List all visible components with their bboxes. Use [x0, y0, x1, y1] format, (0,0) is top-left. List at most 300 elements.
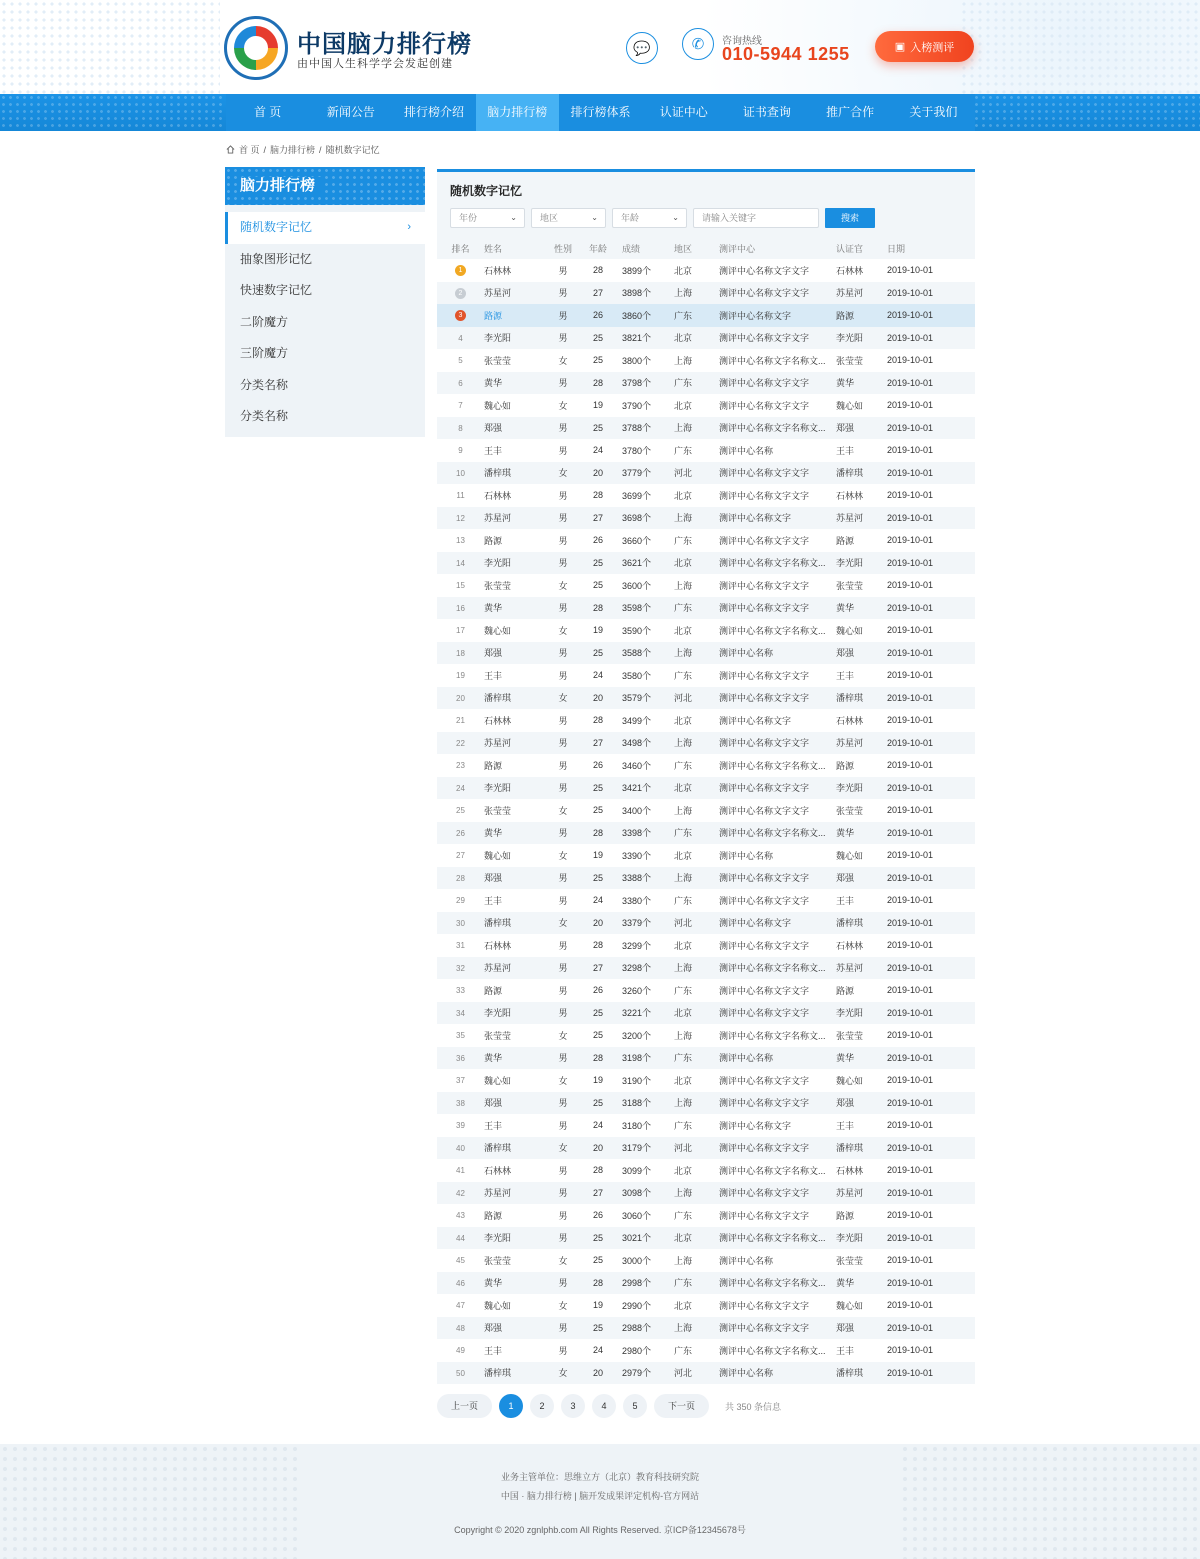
table-cell: 2019-10-01 — [886, 957, 975, 980]
table-cell — [437, 979, 484, 1002]
table-cell: 男 — [546, 529, 580, 552]
table-row[interactable] — [437, 1047, 975, 1070]
table-cell: 测评中心名称 — [715, 439, 836, 462]
table-row[interactable] — [437, 1227, 975, 1250]
rank-number: 25 — [456, 806, 465, 816]
region-select[interactable]: 地区 ⌄ — [531, 208, 606, 228]
rank-number: 7 — [458, 401, 463, 411]
panel-title: 随机数字记忆 — [450, 184, 523, 198]
rank-number: 12 — [456, 513, 465, 523]
nav-item[interactable]: 首 页 — [253, 105, 282, 119]
sidebar-item[interactable] — [225, 307, 425, 339]
table-cell: 黄华 — [484, 1272, 546, 1295]
rank-number: 33 — [456, 986, 465, 996]
table-cell: 3380个 — [616, 889, 668, 912]
page-button[interactable]: 5 — [623, 1394, 647, 1418]
table-cell: 27 — [580, 282, 616, 305]
table-cell — [437, 709, 484, 732]
table-cell: 测评中心名称 — [715, 1047, 836, 1070]
table-cell: 李光阳 — [836, 552, 886, 575]
table-cell: 上海 — [668, 799, 715, 822]
table-cell: 28 — [580, 484, 616, 507]
age-select[interactable]: 年龄 ⌄ — [612, 208, 687, 228]
table-cell: 男 — [546, 709, 580, 732]
eval-button[interactable] — [875, 31, 974, 62]
breadcrumb-ranking[interactable]: 脑力排行榜 — [270, 145, 316, 155]
table-cell: 测评中心名称文字文字 — [715, 777, 836, 800]
table-cell: 北京 — [668, 844, 715, 867]
table-cell: 黄华 — [484, 372, 546, 395]
table-cell — [437, 529, 484, 552]
table-cell: 测评中心名称文字名称文... — [715, 417, 836, 440]
table-cell: 潘梓琪 — [484, 912, 546, 935]
table-cell — [437, 1249, 484, 1272]
table-cell: 黄华 — [836, 822, 886, 845]
table-cell: 28 — [580, 259, 616, 282]
table-cell: 26 — [580, 979, 616, 1002]
table-cell: 24 — [580, 439, 616, 462]
table-cell: 石林林 — [484, 484, 546, 507]
table-cell: 男 — [546, 417, 580, 440]
sidebar-item[interactable] — [225, 401, 425, 433]
table-cell — [437, 912, 484, 935]
table-cell: 3790个 — [616, 394, 668, 417]
rank-number: 14 — [456, 558, 465, 568]
table-cell: 2019-10-01 — [886, 1317, 975, 1340]
table-row[interactable] — [437, 1294, 975, 1317]
table-cell: 苏星河 — [484, 282, 546, 305]
table-cell: 3188个 — [616, 1092, 668, 1115]
hotline-number: 010-5944 1255 — [722, 44, 850, 64]
table-row[interactable] — [437, 394, 975, 417]
table-cell: 男 — [546, 259, 580, 282]
table-cell: 26 — [580, 754, 616, 777]
table-cell: 25 — [580, 327, 616, 350]
table-cell: 测评中心名称文字文字 — [715, 574, 836, 597]
table-row[interactable] — [437, 327, 975, 350]
nav-item[interactable]: 关于我们 — [909, 105, 958, 119]
site-header — [0, 0, 1200, 94]
nav-bar — [226, 94, 975, 131]
table-cell — [437, 439, 484, 462]
nav-item[interactable]: 排行榜体系 — [570, 105, 631, 119]
table-row[interactable] — [437, 1339, 975, 1362]
table-cell — [437, 282, 484, 305]
table-cell — [437, 957, 484, 980]
table-row[interactable] — [437, 462, 975, 485]
table-cell: 女 — [546, 1362, 580, 1385]
table-cell: 男 — [546, 1002, 580, 1025]
table-row[interactable] — [437, 1092, 975, 1115]
table-cell — [437, 754, 484, 777]
table-cell: 3000个 — [616, 1249, 668, 1272]
rank-number: 49 — [456, 1346, 465, 1356]
table-cell: 路源 — [836, 754, 886, 777]
table-cell: 北京 — [668, 777, 715, 800]
table-cell: 上海 — [668, 642, 715, 665]
table-cell: 25 — [580, 642, 616, 665]
table-cell: 26 — [580, 529, 616, 552]
ranking-panel — [437, 169, 975, 1381]
table-cell: 北京 — [668, 1002, 715, 1025]
table-cell: 测评中心名称文字文字 — [715, 979, 836, 1002]
table-cell: 潘梓琪 — [836, 912, 886, 935]
table-cell: 2019-10-01 — [886, 822, 975, 845]
rank-number: 29 — [456, 896, 465, 906]
table-cell: 24 — [580, 664, 616, 687]
table-cell: 2019-10-01 — [886, 484, 975, 507]
sidebar-item[interactable] — [225, 275, 425, 307]
table-cell: 19 — [580, 394, 616, 417]
table-cell: 郑强 — [836, 1317, 886, 1340]
table-cell: 3499个 — [616, 709, 668, 732]
table-row[interactable] — [437, 259, 975, 282]
site-footer — [0, 1444, 1200, 1559]
table-row[interactable] — [437, 1182, 975, 1205]
table-cell: 潘梓琪 — [484, 1362, 546, 1385]
table-cell: 28 — [580, 1047, 616, 1070]
table-row[interactable] — [437, 372, 975, 395]
table-row[interactable] — [437, 619, 975, 642]
table-cell: 2019-10-01 — [886, 1159, 975, 1182]
table-cell: 魏心如 — [836, 394, 886, 417]
table-cell: 测评中心名称文字文字 — [715, 282, 836, 305]
table-cell: 2019-10-01 — [886, 687, 975, 710]
table-cell: 25 — [580, 799, 616, 822]
table-cell: 2019-10-01 — [886, 552, 975, 575]
table-row[interactable] — [437, 1362, 975, 1385]
table-row[interactable] — [437, 1272, 975, 1295]
rank-number: 8 — [458, 423, 463, 433]
table-row[interactable] — [437, 889, 975, 912]
table-cell: 测评中心名称文字文字 — [715, 889, 836, 912]
table-cell: 女 — [546, 844, 580, 867]
table-cell: 2019-10-01 — [886, 1024, 975, 1047]
table-cell: 苏星河 — [484, 507, 546, 530]
table-row[interactable] — [437, 777, 975, 800]
rank-number: 5 — [458, 356, 463, 366]
table-cell: 男 — [546, 777, 580, 800]
table-cell: 男 — [546, 1317, 580, 1340]
table-cell: 北京 — [668, 484, 715, 507]
table-cell: 张莹莹 — [484, 1024, 546, 1047]
table-cell: 河北 — [668, 1137, 715, 1160]
table-row[interactable] — [437, 1159, 975, 1182]
table-cell: 25 — [580, 1317, 616, 1340]
table-row[interactable] — [437, 1249, 975, 1272]
sidebar-item-label: 随机数字记忆 — [240, 220, 313, 234]
table-cell: 2019-10-01 — [886, 1227, 975, 1250]
table-cell: 2019-10-01 — [886, 777, 975, 800]
table-row[interactable] — [437, 507, 975, 530]
table-cell: 男 — [546, 304, 580, 327]
table-cell: 魏心如 — [484, 394, 546, 417]
table-cell: 上海 — [668, 574, 715, 597]
rank-number: 45 — [456, 1256, 465, 1266]
table-row[interactable] — [437, 664, 975, 687]
phone-icon: ✆ — [682, 28, 714, 60]
table-row[interactable] — [437, 912, 975, 935]
table-row[interactable] — [437, 732, 975, 755]
table-cell: 苏星河 — [484, 1182, 546, 1205]
table-cell: 2019-10-01 — [886, 1002, 975, 1025]
table-cell: 黄华 — [836, 1272, 886, 1295]
table-cell: 河北 — [668, 687, 715, 710]
sidebar-item[interactable] — [225, 212, 425, 244]
table-cell: 男 — [546, 1114, 580, 1137]
rank-number: 34 — [456, 1008, 465, 1018]
sidebar-item[interactable] — [225, 338, 425, 370]
page-button[interactable]: 3 — [561, 1394, 585, 1418]
table-cell: 广东 — [668, 597, 715, 620]
table-row[interactable] — [437, 957, 975, 980]
nav-item[interactable]: 推广合作 — [826, 105, 875, 119]
table-cell — [437, 484, 484, 507]
table-cell: 测评中心名称文字名称文... — [715, 1227, 836, 1250]
table-cell: 3698个 — [616, 507, 668, 530]
breadcrumb-home[interactable]: 首 页 — [239, 145, 260, 155]
table-cell: 25 — [580, 574, 616, 597]
table-cell: 广东 — [668, 1272, 715, 1295]
table-row[interactable] — [437, 484, 975, 507]
table-cell: 28 — [580, 597, 616, 620]
table-row[interactable] — [437, 709, 975, 732]
table-row[interactable] — [437, 439, 975, 462]
sidebar-item[interactable] — [225, 370, 425, 402]
page-button[interactable]: 2 — [530, 1394, 554, 1418]
prev-page-button[interactable]: 上一页 — [437, 1394, 492, 1418]
header-dots-right — [960, 0, 1200, 94]
keyword-input[interactable]: 请输入关键字 — [693, 208, 819, 228]
column-header: 认证官 — [836, 243, 864, 254]
table-cell: 3398个 — [616, 822, 668, 845]
table-cell: 测评中心名称文字文字 — [715, 462, 836, 485]
table-row[interactable] — [437, 349, 975, 372]
table-cell: 2019-10-01 — [886, 417, 975, 440]
table-cell: 2019-10-01 — [886, 912, 975, 935]
table-cell: 潘梓琪 — [836, 1362, 886, 1385]
table-row[interactable] — [437, 1002, 975, 1025]
footer-line1: 业务主管单位：思维立方（北京）教育科技研究院 — [500, 1472, 699, 1482]
table-cell: 石林林 — [484, 259, 546, 282]
table-row[interactable] — [437, 642, 975, 665]
table-cell: 3298个 — [616, 957, 668, 980]
table-cell: 女 — [546, 1294, 580, 1317]
rank-number: 26 — [456, 828, 465, 838]
table-cell: 28 — [580, 1159, 616, 1182]
table-cell: 3060个 — [616, 1204, 668, 1227]
table-row[interactable] — [437, 304, 975, 327]
rank-medal-icon: 1 — [455, 265, 466, 276]
table-row[interactable] — [437, 822, 975, 845]
table-cell: 路源 — [484, 529, 546, 552]
year-select[interactable]: 年份 ⌄ — [450, 208, 525, 228]
table-body — [437, 259, 975, 1384]
table-row[interactable] — [437, 799, 975, 822]
page-button[interactable]: 4 — [592, 1394, 616, 1418]
nav-item[interactable]: 排行榜介绍 — [404, 105, 465, 119]
table-cell — [437, 1114, 484, 1137]
table-row[interactable] — [437, 687, 975, 710]
table-cell: 3821个 — [616, 327, 668, 350]
table-cell: 2998个 — [616, 1272, 668, 1295]
rank-number: 36 — [456, 1053, 465, 1063]
nav-item[interactable]: 新闻公告 — [326, 105, 375, 119]
table-cell: 3600个 — [616, 574, 668, 597]
table-cell: 广东 — [668, 529, 715, 552]
table-row[interactable] — [437, 754, 975, 777]
table-cell: 河北 — [668, 462, 715, 485]
rank-number: 19 — [456, 671, 465, 681]
table-cell: 张莹莹 — [836, 574, 886, 597]
table-cell: 3579个 — [616, 687, 668, 710]
table-cell: 2019-10-01 — [886, 889, 975, 912]
table-row[interactable] — [437, 1137, 975, 1160]
table-cell: 黄华 — [836, 1047, 886, 1070]
table-cell: 女 — [546, 394, 580, 417]
table-cell — [437, 417, 484, 440]
rank-number: 48 — [456, 1323, 465, 1333]
chevron-down-icon: ⌄ — [672, 213, 679, 222]
rank-number: 39 — [456, 1121, 465, 1131]
table-cell — [437, 349, 484, 372]
table-cell: 20 — [580, 462, 616, 485]
table-cell: 测评中心名称文字文字 — [715, 529, 836, 552]
eval-button-label: 入榜测评 — [910, 41, 955, 54]
table-cell: 李光阳 — [484, 1002, 546, 1025]
table-cell — [437, 844, 484, 867]
table-cell: 20 — [580, 912, 616, 935]
table-cell: 2019-10-01 — [886, 867, 975, 890]
table-row[interactable] — [437, 417, 975, 440]
table-cell: 测评中心名称文字 — [715, 709, 836, 732]
table-cell: 测评中心名称文字名称文... — [715, 957, 836, 980]
table-cell: 路源 — [836, 529, 886, 552]
table-cell — [437, 304, 484, 327]
table-row[interactable] — [437, 1069, 975, 1092]
table-cell: 测评中心名称文字文字 — [715, 1317, 836, 1340]
table-row[interactable] — [437, 979, 975, 1002]
rank-number: 10 — [456, 468, 465, 478]
table-cell — [437, 327, 484, 350]
table-cell: 测评中心名称文字文字 — [715, 394, 836, 417]
table-cell — [437, 687, 484, 710]
table-cell: 路源 — [836, 979, 886, 1002]
footer-copyright: Copyright © 2020 zgnlphb.com All Rights Reserved. 京ICP备12345678号 — [454, 1525, 746, 1535]
table-cell: 男 — [546, 754, 580, 777]
table-cell: 测评中心名称文字文字 — [715, 732, 836, 755]
table-cell: 李光阳 — [836, 1002, 886, 1025]
rank-number: 46 — [456, 1278, 465, 1288]
logo-title[interactable]: 中国脑力排行榜 — [297, 31, 472, 58]
table-cell: 测评中心名称文字名称文... — [715, 822, 836, 845]
page-button[interactable]: 1 — [499, 1394, 523, 1418]
rank-number: 31 — [456, 941, 465, 951]
sidebar-item-label: 分类名称 — [240, 409, 289, 423]
table-cell: 测评中心名称 — [715, 642, 836, 665]
table-cell: 2980个 — [616, 1339, 668, 1362]
table-row[interactable] — [437, 1204, 975, 1227]
table-cell: 女 — [546, 574, 580, 597]
table-cell: 张莹莹 — [836, 349, 886, 372]
rank-number: 21 — [456, 716, 465, 726]
table-cell: 2019-10-01 — [886, 844, 975, 867]
table-cell: 上海 — [668, 1249, 715, 1272]
table-row[interactable] — [437, 552, 975, 575]
table-row[interactable] — [437, 844, 975, 867]
nav-item[interactable]: 脑力排行榜 — [476, 94, 559, 131]
table-cell: 北京 — [668, 619, 715, 642]
table-row[interactable] — [437, 1114, 975, 1137]
table-cell: 女 — [546, 1249, 580, 1272]
table-row[interactable] — [437, 1317, 975, 1340]
rank-number: 41 — [456, 1166, 465, 1176]
table-cell: 测评中心名称文字名称文... — [715, 1339, 836, 1362]
table-cell: 广东 — [668, 304, 715, 327]
table-cell: 28 — [580, 709, 616, 732]
table-cell: 28 — [580, 1272, 616, 1295]
sidebar-item[interactable] — [225, 244, 425, 276]
table-cell: 2019-10-01 — [886, 1362, 975, 1385]
column-header: 测评中心 — [719, 243, 756, 254]
rank-number: 20 — [456, 693, 465, 703]
table-cell — [437, 889, 484, 912]
table-row[interactable] — [437, 934, 975, 957]
table-cell: 28 — [580, 934, 616, 957]
rank-number: 47 — [456, 1301, 465, 1311]
table-cell: 2019-10-01 — [886, 462, 975, 485]
table-row[interactable] — [437, 282, 975, 305]
table-cell: 潘梓琪 — [836, 462, 886, 485]
ranking-table — [437, 237, 975, 1384]
table-cell: 测评中心名称 — [715, 1362, 836, 1385]
table-cell: 3379个 — [616, 912, 668, 935]
table-cell: 27 — [580, 957, 616, 980]
table-cell: 王丰 — [836, 664, 886, 687]
nav-item[interactable]: 证书查询 — [742, 105, 791, 119]
table-cell — [437, 1294, 484, 1317]
table-cell: 3621个 — [616, 552, 668, 575]
table-cell: 2019-10-01 — [886, 1339, 975, 1362]
table-cell: 测评中心名称 — [715, 844, 836, 867]
table-cell: 25 — [580, 777, 616, 800]
table-cell: 黄华 — [836, 597, 886, 620]
table-cell: 郑强 — [484, 1092, 546, 1115]
table-cell: 3400个 — [616, 799, 668, 822]
next-page-button[interactable]: 下一页 — [654, 1394, 709, 1418]
logo-emblem-icon[interactable] — [224, 16, 288, 80]
table-cell: 男 — [546, 1339, 580, 1362]
table-cell — [437, 574, 484, 597]
table-cell: 测评中心名称文字 — [715, 1114, 836, 1137]
nav-item[interactable]: 认证中心 — [659, 105, 708, 119]
table-row[interactable] — [437, 529, 975, 552]
table-cell: 测评中心名称文字文字 — [715, 484, 836, 507]
column-header: 地区 — [674, 243, 693, 254]
table-cell: 路源 — [484, 1204, 546, 1227]
table-row[interactable] — [437, 867, 975, 890]
table-row[interactable] — [437, 597, 975, 620]
table-row[interactable] — [437, 574, 975, 597]
table-cell: 李光阳 — [484, 327, 546, 350]
wechat-icon[interactable]: 💬 — [626, 32, 658, 64]
table-cell — [437, 372, 484, 395]
table-row[interactable] — [437, 1024, 975, 1047]
table-cell: 2019-10-01 — [886, 1092, 975, 1115]
table-cell: 黄华 — [484, 1047, 546, 1070]
table-cell: 3198个 — [616, 1047, 668, 1070]
search-button[interactable]: 搜索 — [825, 208, 875, 228]
